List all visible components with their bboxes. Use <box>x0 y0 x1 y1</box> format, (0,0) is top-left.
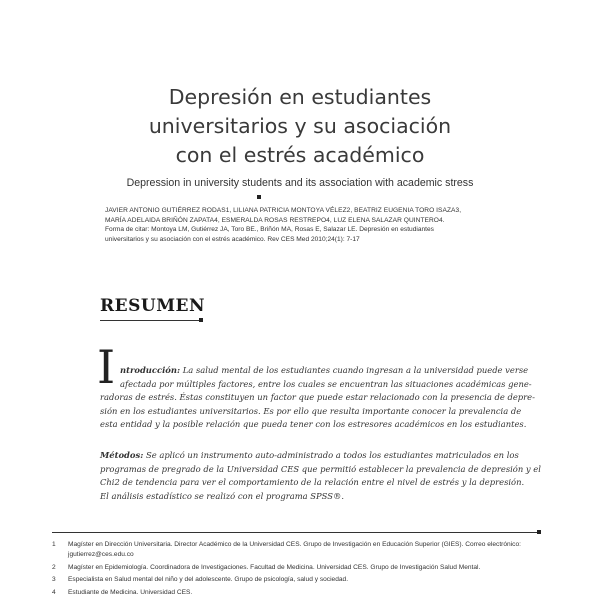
intro-line: ntroducción: La salud mental de los estudiantes cuando ingresan a la universidad puede verse <box>120 365 529 375</box>
footnote <box>52 540 552 560</box>
footnote-rule <box>52 532 540 533</box>
methods-line: programas de pregrado de la Universidad CES que permitió establecer la prevalencia de depresión y el <box>100 463 541 474</box>
title-line: con el estrés académico <box>175 143 425 167</box>
intro-lead: ntroducción: <box>120 365 181 375</box>
footnote-text: Especialista en Salud mental del niño y del adolescente. Grupo de psicología, salud y sociedad. <box>68 576 349 584</box>
footnote-number: 4 <box>52 589 56 597</box>
author-list <box>105 206 505 226</box>
methods-line: Métodos: Se aplicó un instrumento auto-administrado a todos los estudiantes matriculados en los <box>100 450 519 460</box>
methods-line: Chi2 de tendencia para ver el comportamiento de la relación entre el nivel de estrés y la depresión. <box>100 477 525 488</box>
footnote-number: 2 <box>52 563 56 571</box>
footnote <box>52 588 552 598</box>
methods-paragraph <box>100 449 541 503</box>
intro-paragraph <box>100 364 535 432</box>
heading-underline-dot <box>199 318 203 322</box>
drop-cap: I <box>97 340 116 394</box>
footnote <box>52 575 552 585</box>
intro-line: afectada por múltiples factores, entre los cuales se encuentran las situaciones académicas gene- <box>120 378 532 389</box>
footnote-text: Estudiante de Medicina. Universidad CES. <box>68 589 193 597</box>
citation-line: universitarios y su asociación con el estrés académico. Rev CES Med 2010;24(1): 7-17 <box>105 236 360 243</box>
methods-line: El análisis estadístico se realizó con el programa SPSS®. <box>100 490 345 501</box>
title-line: universitarios y su asociación <box>148 114 452 138</box>
footnote <box>52 563 552 573</box>
intro-line: sión en los estudiantes universitarios. Es por ello que resulta importante conocer la prevalencia de <box>100 405 522 416</box>
separator-square <box>257 195 261 199</box>
author-line: JAVIER ANTONIO GUTIÉRREZ RODAS1, LILIANA PATRICIA MONTOYA VÉLEZ2, BEATRIZ EUGENIA TORO ISAZA3, <box>105 207 462 214</box>
article-title <box>80 83 520 170</box>
title-line: Depresión en estudiantes <box>168 85 432 109</box>
citation-line: Forma de citar: Montoya LM, Gutiérrez JA, Toro BE., Briñón MA, Rosas E, Salazar LE. Depresión en estudiantes <box>105 226 434 233</box>
heading-underline <box>100 320 200 321</box>
intro-line: radoras de estrés. Éstas constituyen un factor que puede estar relacionado con la presencia de depre- <box>100 392 535 403</box>
footnote-text: Magíster en Dirección Universitaria. Director Académico de la Universidad CES. Grupo de Investigación en Educación Superior (GIES). Correo electrónico: jgutierrez@ces.edu.co <box>68 541 521 558</box>
english-subtitle: Depression in university students and its association with academic stress <box>126 177 474 189</box>
footnote-number: 3 <box>52 576 56 584</box>
intro-line: esta entidad y la posible relación que pueda tener con los estresores académicos en los estudiantes. <box>100 419 527 430</box>
author-line: MARÍA ADELAIDA BRIÑÓN ZAPATA4, ESMERALDA ROSAS RESTREPO4, LUZ ELENA SALAZAR QUINTERO4. <box>105 217 445 224</box>
footnotes <box>52 540 552 601</box>
methods-lead: Métodos: <box>100 450 144 460</box>
citation <box>105 225 515 245</box>
footnote-number: 1 <box>52 541 56 548</box>
section-heading: RESUMEN <box>100 296 206 316</box>
footnote-text: Magíster en Epidemiología. Coordinadora de Investigaciones. Facultad de Medicina. Universidad CES. Grupo de Investigación Salud Mental. <box>68 563 481 571</box>
footnote-rule-dot <box>537 530 541 534</box>
